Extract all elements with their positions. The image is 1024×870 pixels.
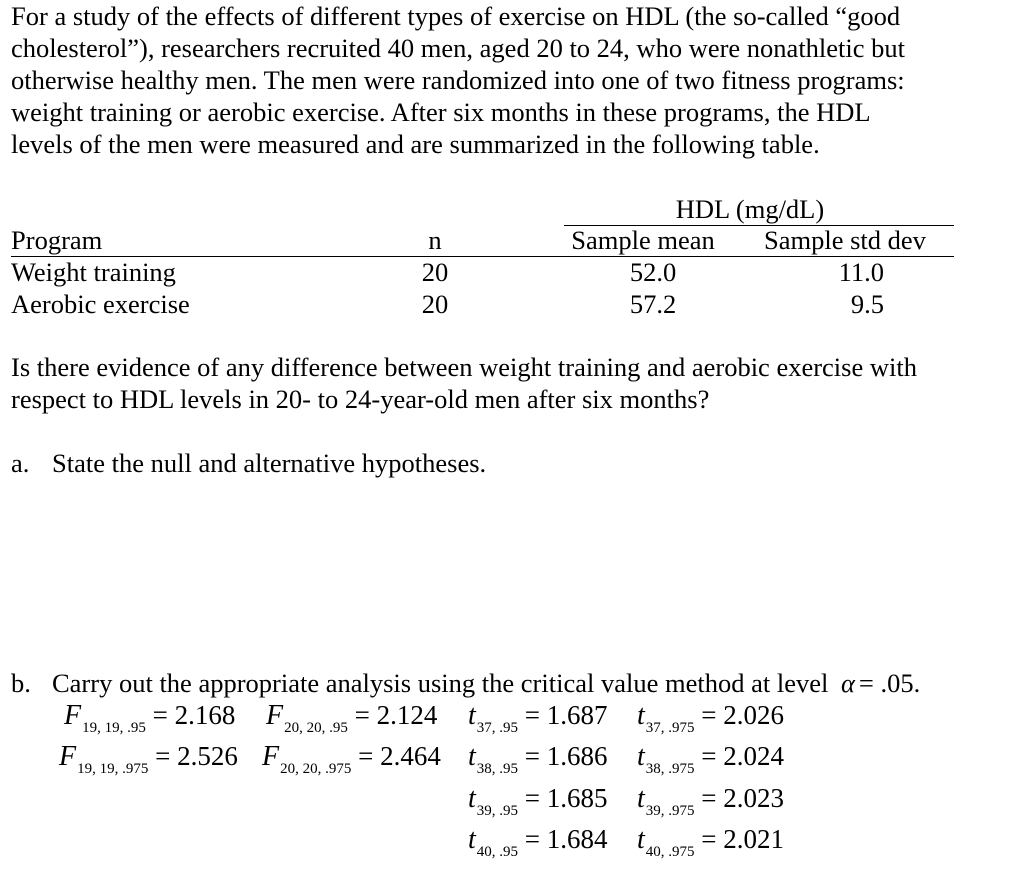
t-critical-value: $t_{40, .95} = 1.684$	[468, 824, 608, 860]
t-critical-value: $t_{39, .975} = 2.023$	[637, 783, 785, 819]
t-critical-value: $t_{39, .95} = 1.685$	[468, 783, 608, 819]
intro-line: otherwise healthy men. The men were randomized into one of two fitness programs:	[11, 65, 905, 95]
intro-paragraph	[11, 0, 1011, 160]
f-critical-value: $F_{19, 19, .975} = 2.526$	[59, 741, 238, 777]
part-b-text	[52, 667, 920, 699]
row-mean: 57.2	[629, 289, 677, 319]
intro-line: cholesterol”), researchers recruited 40 men, aged 20 to 24, who were nonathletic but	[11, 33, 906, 63]
question-line: respect to HDL levels in 20- to 24-year-old men after six months?	[11, 384, 710, 414]
row-program: Weight training	[11, 257, 176, 287]
header-n: n	[428, 225, 442, 255]
question-line: Is there evidence of any difference between weight training and aerobic exercise with	[11, 352, 917, 382]
t-critical-value: $t_{37, .975} = 2.026$	[637, 700, 785, 736]
f-critical-value: $F_{20, 20, .95} = 2.124$	[266, 700, 438, 736]
intro-line: weight training or aerobic exercise. After six months in these programs, the HDL	[11, 97, 871, 127]
f-critical-value: $F_{20, 20, .975} = 2.464$	[262, 741, 441, 777]
header-sample-std-dev: Sample std dev	[764, 225, 926, 255]
intro-line: levels of the men were measured and are summarized in the following table.	[11, 129, 820, 159]
table-group-header: HDL (mg/dL)	[675, 194, 825, 224]
t-critical-value: $t_{37, .95} = 1.687$	[468, 700, 608, 736]
t-critical-value: $t_{38, .975} = 2.024$	[637, 741, 785, 777]
header-sample-mean: Sample mean	[571, 225, 715, 255]
row-program: Aerobic exercise	[11, 289, 190, 319]
f-critical-value: $F_{19, 19, .95} = 2.168$	[64, 700, 236, 736]
alpha-symbol: α	[840, 668, 855, 698]
row-n: 20	[421, 289, 449, 319]
part-a-label: a.	[11, 448, 30, 478]
row-n: 20	[421, 257, 449, 287]
part-b-label: b.	[11, 668, 31, 698]
header-program: Program	[11, 225, 103, 255]
row-mean: 52.0	[629, 257, 677, 287]
t-critical-value: $t_{40, .975} = 2.021$	[637, 824, 785, 860]
part-a-text: State the null and alternative hypotheses.	[52, 448, 487, 478]
part-b-instruction: Carry out the appropriate analysis using the critical value method at level	[52, 668, 829, 698]
row-sd: 11.0	[838, 257, 884, 287]
intro-line: For a study of the effects of different types of exercise on HDL (the so-called “good	[11, 1, 901, 31]
t-critical-value: $t_{38, .95} = 1.686$	[468, 741, 608, 777]
alpha-value: = .05.	[858, 668, 921, 698]
row-sd: 9.5	[850, 289, 884, 319]
